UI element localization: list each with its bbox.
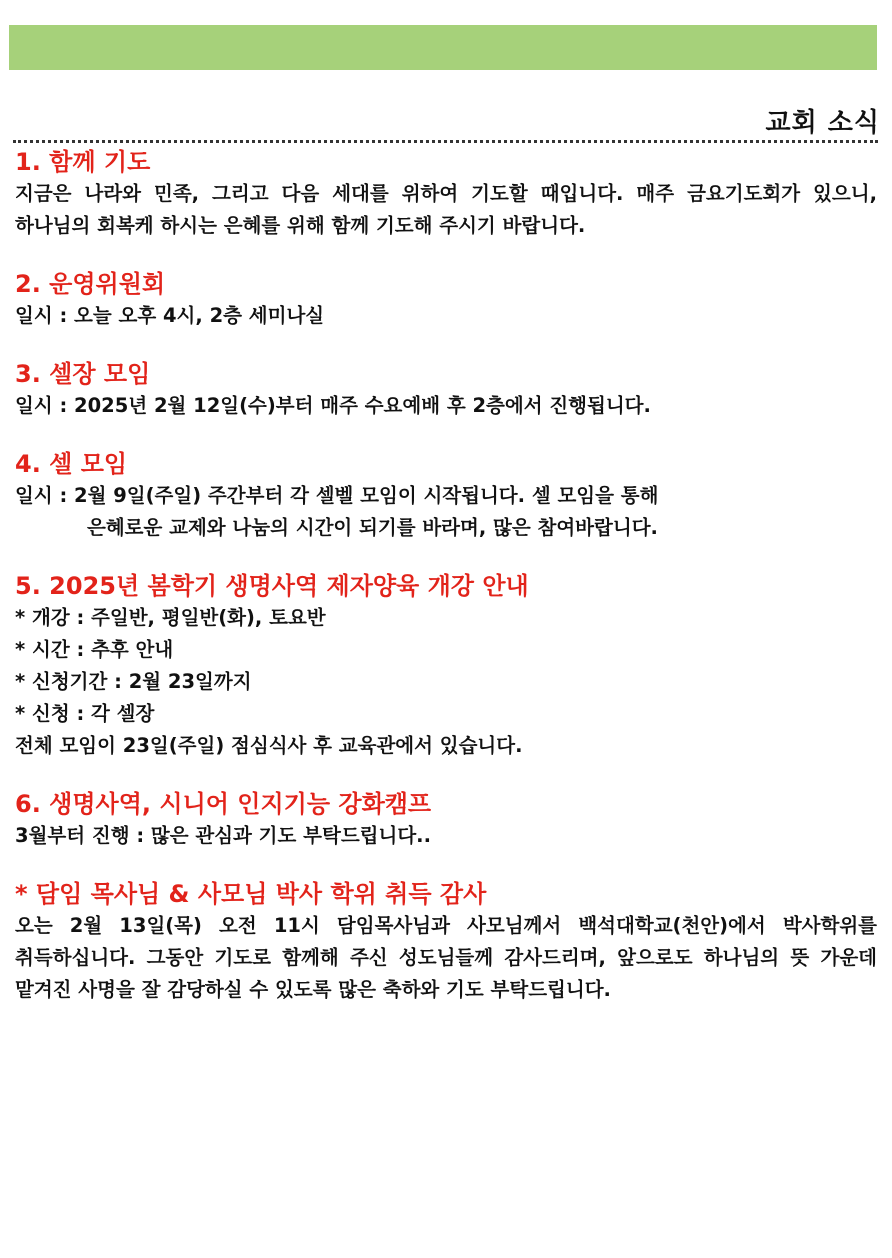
section-body: 지금은 나라와 민족, 그리고 다음 세대를 위하여 기도할 때입니다. 매주 금요기도회가 있으니, 하나님의 회복케 하시는 은혜를 위해 함께 기도해 주시기 바랍니다. — [15, 182, 877, 237]
section-title: 1. 함께 기도 — [15, 148, 151, 176]
section-committee — [15, 268, 877, 332]
section-title: * 담임 목사님 & 사모님 박사 학위 취득 감사 — [15, 880, 487, 908]
section-line: 일시 : 2025년 2월 12일(수)부터 매주 수요예배 후 2층에서 진행됩니다. — [15, 394, 651, 417]
news-content — [15, 146, 877, 1032]
section-cell-meeting — [15, 448, 877, 544]
section-prayer — [15, 146, 877, 242]
dotted-divider — [13, 140, 878, 143]
section-line: 3월부터 진행 : 많은 관심과 기도 부탁드립니다.. — [15, 824, 431, 847]
section-title: 6. 생명사역, 시니어 인지기능 강화캠프 — [15, 790, 432, 818]
section-title: 2. 운영위원회 — [15, 270, 166, 298]
section-spring-course — [15, 570, 877, 762]
section-line: 일시 : 2월 9일(주일) 주간부터 각 셀벨 모임이 시작됩니다. 셀 모임을 통해 — [15, 484, 659, 507]
section-body: 오는 2월 13일(목) 오전 11시 담임목사님과 사모님께서 백석대학교(천안)에서 박사학위를 취득하십니다. 그동안 기도로 함께해 주신 성도님들께 감사드리며, 앞으로도 하나님의 뜻 가운데 맡겨진 사명을 잘 감당하실 수 있도록 많은 축하와 기도 부탁드립니다. — [15, 914, 877, 1001]
section-line: * 개강 : 주일반, 평일반(화), 토요반 — [15, 606, 326, 629]
section-senior-camp — [15, 788, 877, 852]
section-line: * 신청 : 각 셀장 — [15, 702, 155, 725]
page-title: 교회 소식 — [765, 108, 880, 138]
section-line: * 신청기간 : 2월 23일까지 — [15, 670, 252, 693]
section-line: * 시간 : 추후 안내 — [15, 638, 174, 661]
section-line: 은혜로운 교제와 나눔의 시간이 되기를 바라며, 많은 참여바랍니다. — [87, 516, 658, 539]
section-title: 3. 셀장 모임 — [15, 360, 151, 388]
header-color-bar — [9, 25, 877, 70]
section-cell-leader-meeting — [15, 358, 877, 422]
section-line: 일시 : 오늘 오후 4시, 2층 세미나실 — [15, 304, 325, 327]
section-title: 4. 셀 모임 — [15, 450, 128, 478]
section-doctorate-thanks — [15, 878, 877, 1006]
section-line: 전체 모임이 23일(주일) 점심식사 후 교육관에서 있습니다. — [15, 734, 523, 757]
section-title: 5. 2025년 봄학기 생명사역 제자양육 개강 안내 — [15, 572, 529, 600]
